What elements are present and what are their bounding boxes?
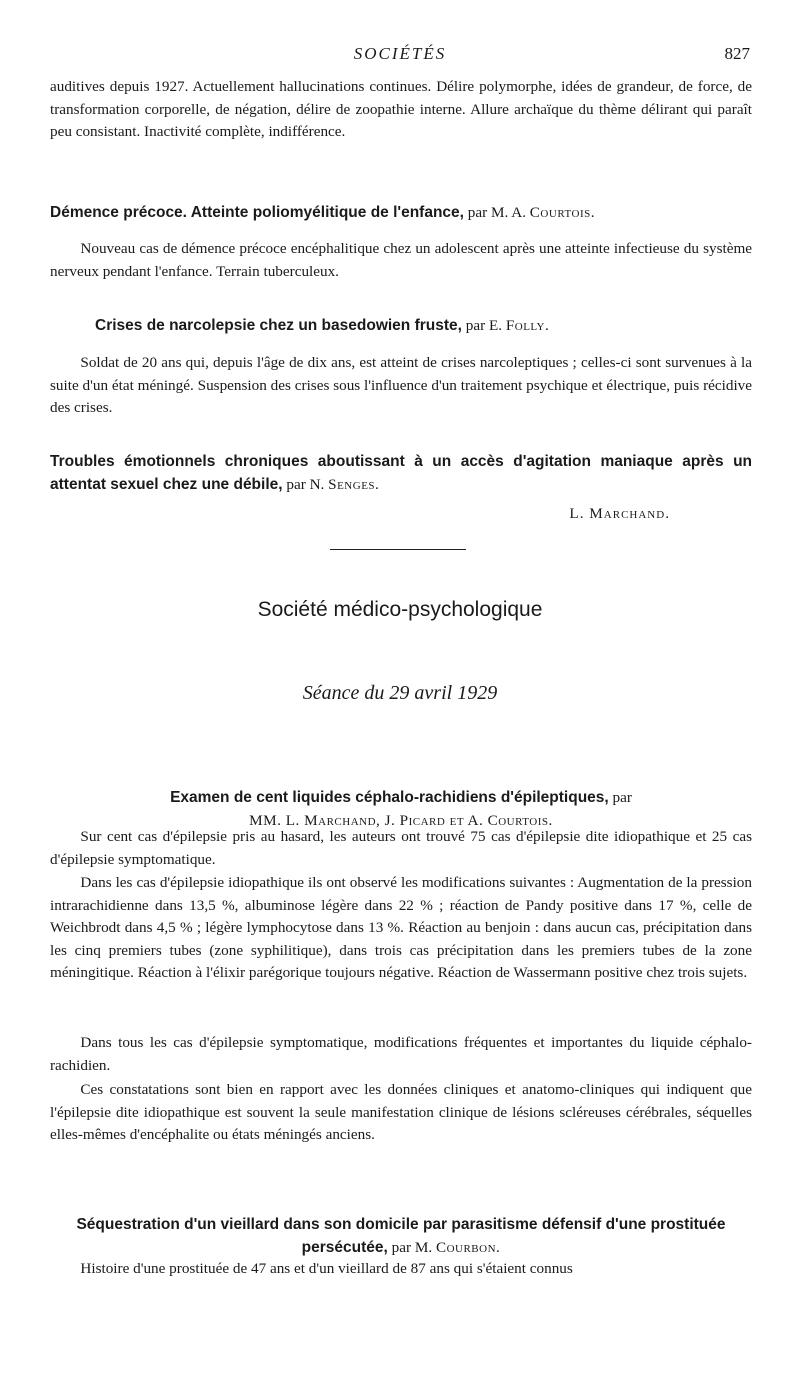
section-divider <box>330 549 466 550</box>
running-title: SOCIÉTÉS <box>353 44 447 63</box>
session-date: Séance du 29 avril 1929 <box>302 682 498 704</box>
article-title: Crises de narcolepsie chez un basedowien fruste, <box>95 317 462 334</box>
article-heading-troubles <box>50 451 752 496</box>
author-name: Senges. <box>328 475 380 493</box>
article-body: Nouveau cas de démence précoce encéphalitique chez un adolescent après une atteinte infectieuse du système nerveux pendant l'enfance. Terrain tuberculeux. <box>50 240 752 280</box>
page-number: 827 <box>724 44 750 63</box>
byline-prefix: par N. <box>286 475 325 493</box>
article-title: Démence précoce. Atteinte poliomyélitique de l'enfance, <box>50 204 464 221</box>
article-heading-dementia <box>50 202 752 225</box>
byline-prefix: par M. <box>391 1238 433 1256</box>
paragraph-continued: auditives depuis 1927. Actuellement hallucinations continues. Délire polymorphe, idées de grandeur, de force, de transformation corporelle, de négation, délire de zoopathie interne. Allure archaïque du thème délirant qui paraît peu consistant. Inactivité complète, indifférence. <box>50 78 752 140</box>
article-paragraph-3: Dans tous les cas d'épilepsie symptomatique, modifications fréquentes et importantes du liquide céphalo-rachidien. <box>50 1034 752 1074</box>
byline-prefix: par <box>612 789 632 807</box>
article-paragraph-2: Dans les cas d'épilepsie idiopathique ils ont observé les modifications suivantes : Augmentation de la pression intrarachidienne dans 13,5 %, albuminose légère dans 22 % ; réaction de Pandy positive dans 17 %, celle de Weichbrodt dans 4,5 % ; légère lymphocytose dans 13 %. Réaction au benjoin : dans aucun cas, précipitation dans les cinq premiers tubes (zone syphilitique), dans trois cas précipitation dans les premiers tubes de la zone méningitique. Réaction à l'élixir parégorique toujours négative. Réaction de Wassermann positive chez trois sujets. <box>50 874 752 981</box>
author-name: Courbon. <box>435 1238 501 1256</box>
article-heading-sequestration <box>50 1214 752 1259</box>
author-name: Folly. <box>505 317 550 334</box>
editor-signature: L. Marchand. <box>569 505 670 522</box>
article-paragraph-1: Sur cent cas d'épilepsie pris au hasard, les auteurs ont trouvé 75 cas d'épilepsie dite idiopathique et 25 cas d'épilepsie symptomatique. <box>50 828 752 868</box>
author-name: Courtois. <box>529 204 596 221</box>
author-names: MM. L. Marchand, J. Picard et A. Courtois. <box>249 811 553 829</box>
article-paragraph-4: Ces constatations sont bien en rapport avec les données cliniques et anatomo-cliniques qui indiquent que l'épilepsie dite idiopathique est souvent la seule manifestation clinique de lésions scléreuses cérébrales, séquelles elles-mêmes d'encéphalite ou états méningés anciens. <box>50 1081 752 1143</box>
article-title: Troubles émotionnels chroniques aboutissant à un accès d'agitation maniaque après un attentat sexuel chez une débile, <box>50 453 752 493</box>
article-body: Soldat de 20 ans qui, depuis l'âge de dix ans, est atteint de crises narcoleptiques ; celles-ci sont survenues à la suite d'un état méningé. Suspension des crises sous l'influence d'un traitement psychique et électrique, puis récidive des crises. <box>50 354 752 416</box>
byline-prefix: par E. <box>465 317 503 334</box>
running-head <box>50 44 750 66</box>
article-body: Histoire d'une prostituée de 47 ans et d'un vieillard de 87 ans qui s'étaient connus <box>80 1260 573 1277</box>
article-heading-narcolepsy <box>95 315 745 338</box>
society-title: Société médico-psychologique <box>257 598 543 621</box>
article-title: Séquestration d'un vieillard dans son domicile par parasitisme défensif d'une prostituée persécutée, <box>76 1216 726 1256</box>
article-title: Examen de cent liquides céphalo-rachidiens d'épileptiques, <box>170 789 609 807</box>
byline-prefix: par M. A. <box>467 204 526 221</box>
